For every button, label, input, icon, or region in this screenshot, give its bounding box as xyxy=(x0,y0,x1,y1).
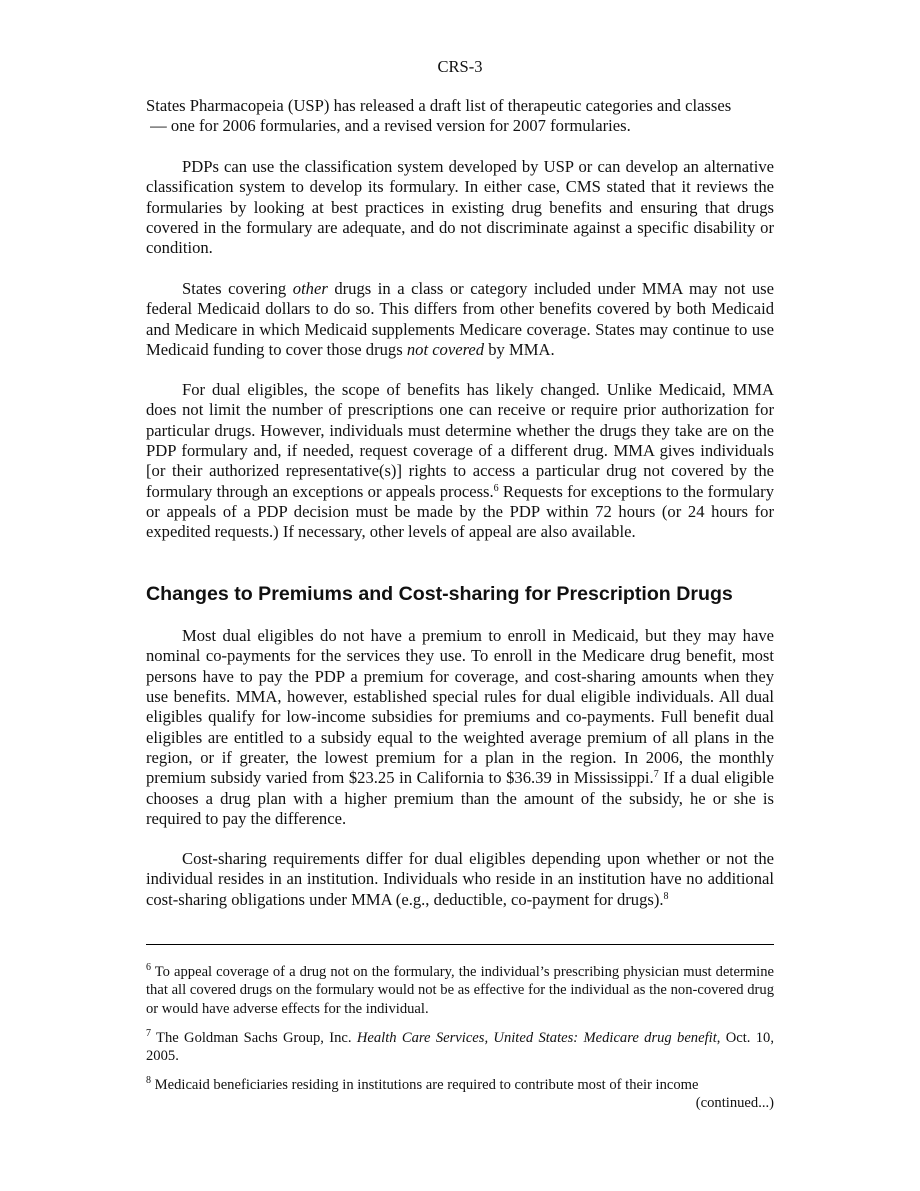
states-emphasis-other: other xyxy=(292,279,328,298)
footnote-ref-8[interactable]: 8 xyxy=(663,890,669,902)
states-text-post: by MMA. xyxy=(484,340,555,360)
pdp-text: PDPs can use the classification system developed by USP or can develop an alternative classification system to develop its formulary. In either case, CMS stated that it reviews the formularies by looking at best practices in existing drug benefits and ensuring that drugs covered in the formulary are adequate, and do not discriminate against a specific disability or condition. xyxy=(146,157,774,258)
premium-text-post: If a dual eligible chooses a drug plan with a higher premium than the amount of the subsidy, he or she is required to pay the difference. xyxy=(146,768,774,829)
footnote-7-number: 7 xyxy=(146,1028,151,1039)
section-heading: Changes to Premiums and Cost-sharing for Prescription Drugs xyxy=(146,583,733,605)
footnote-7-title: Health Care Services, United States: Medicare drug benefit xyxy=(356,1030,717,1046)
footnote-8-text: Medicaid beneficiaries residing in institutions are required to contribute most of their income xyxy=(151,1077,699,1093)
footnote-8-number: 8 xyxy=(146,1075,151,1086)
footnote-ref-7[interactable]: 7 xyxy=(653,769,659,781)
states-text-pre: States covering xyxy=(182,279,293,298)
paragraph-usp-continuation xyxy=(146,96,774,137)
footnote-6-text: To appeal coverage of a drug not on the formulary, the individual’s prescribing physician must determine that all covered drugs on the formulary would not be as effective for the individual as the non-covered drug or would have adverse effects for the individual. xyxy=(146,964,774,1017)
paragraph-states-coverage xyxy=(146,279,774,360)
paragraph-cost-sharing xyxy=(146,849,774,910)
premium-text-pre: Most dual eligibles do not have a premium to enroll in Medicaid, but they may have nominal co-payments for the services they use. To enroll in the Medicare drug benefit, most persons have to pay the PDP a premium for coverage, and cost-sharing amounts when they use benefits. MMA, however, established special rules for dual eligible individuals. All dual eligibles qualify for low-income subsidies for premiums and co-payments. Full benefit dual eligibles are entitled to a subsidy equal to the weighted average premium of all plans in the region, or if greater, the lowest premium for a plan in the region. In 2006, the monthly premium subsidy varied from $23.25 in California to $36.39 in Mississippi. xyxy=(146,626,774,788)
page-number-header: CRS-3 xyxy=(437,57,483,76)
footnote-7-text-post: , Oct. 10, 2005. xyxy=(146,1030,774,1065)
costshare-text: Cost-sharing requirements differ for dual eligibles depending upon whether or not the individual resides in an institution. Individuals who reside in an institution have no additional cost-sharing obligations under MMA (e.g., deductible, co-payment for drugs). xyxy=(146,849,774,909)
footnote-7 xyxy=(146,1029,774,1066)
footnote-6-number: 6 xyxy=(146,962,151,973)
footnote-8 xyxy=(146,1076,774,1113)
usp-line-2: — one for 2006 formularies, and a revised version for 2007 formularies. xyxy=(146,116,631,136)
dual-text-pre: For dual eligibles, the scope of benefits has likely changed. Unlike Medicaid, MMA does not limit the number of prescriptions one can receive or require prior authorization for particular drugs. However, individuals must determine whether the drugs they take are on the PDP formulary and, if needed, request coverage of a different drug. MMA gives individuals [or their authorized representative(s)] rights to access a particular drug not covered by the formulary through an exceptions or appeals process. xyxy=(146,380,774,501)
footnote-continued: (continued...) xyxy=(695,1095,774,1112)
paragraph-pdp-classification xyxy=(146,157,774,259)
footnote-ref-6[interactable]: 6 xyxy=(493,482,499,494)
dual-text-post: Requests for exceptions to the formulary or appeals of a PDP decision must be made by the PDP within 72 hours (or 24 hours for expedited requests.) If necessary, other levels of appeal are also available. xyxy=(146,481,774,542)
paragraph-dual-eligibles-scope xyxy=(146,380,774,543)
footnote-7-text-pre: The Goldman Sachs Group, Inc. xyxy=(151,1030,357,1046)
footnote-6 xyxy=(146,963,774,1018)
footnote-divider xyxy=(146,944,774,945)
paragraph-premiums xyxy=(146,626,774,829)
states-text-mid: drugs in a class or category included under MMA may not use federal Medicaid dollars to do so. This differs from other benefits covered by both Medicaid and Medicare in which Medicaid supplements Medicare coverage. States may continue to use Medicaid funding to cover those drugs xyxy=(146,279,774,360)
usp-line-1: States Pharmacopeia (USP) has released a draft list of therapeutic categories and classes xyxy=(146,96,732,115)
states-emphasis-not-covered: not covered xyxy=(406,340,485,360)
